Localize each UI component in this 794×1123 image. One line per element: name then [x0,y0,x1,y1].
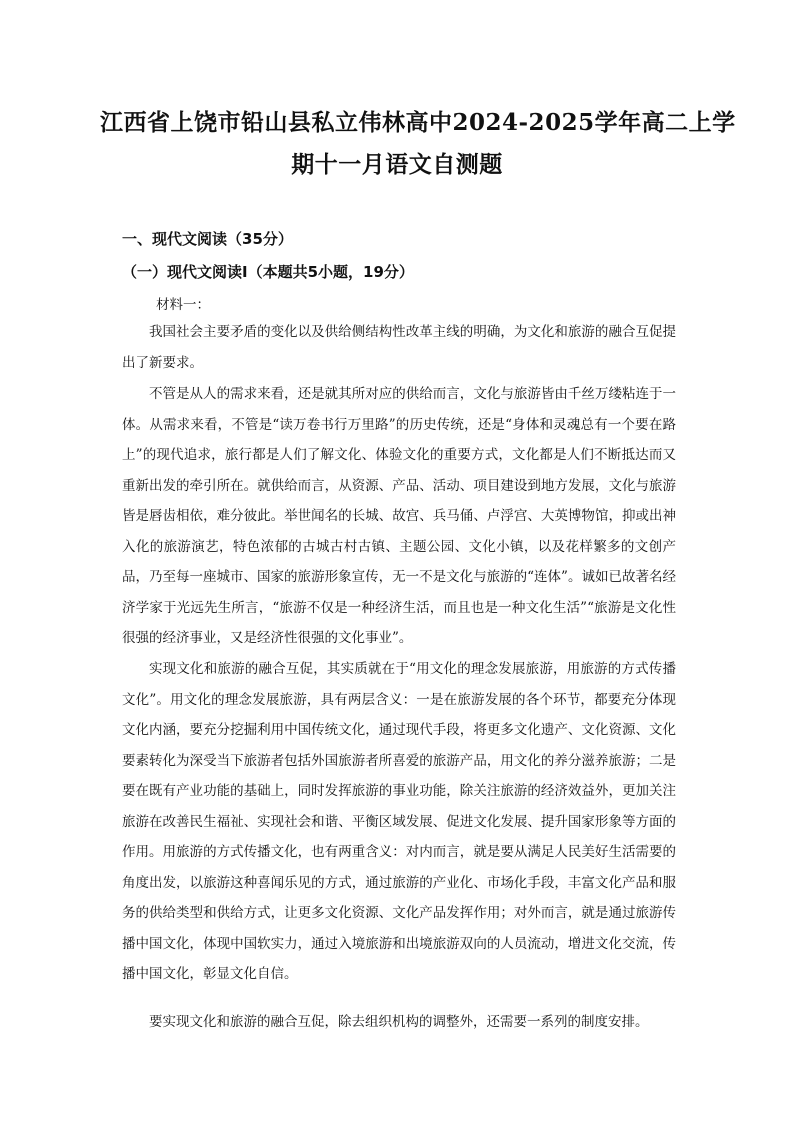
section-heading: 一、现代文阅读（35分） [122,230,293,248]
paragraph-3: 实现文化和旅游的融合互促，其实质就在于“用文化的理念发展旅游，用旅游的方式传播文化”。用文化的理念发展旅游，具有两层含义：一是在旅游发展的各个环节，都要充分体现文化内涵，要充分挖掘利用中国传统文化，通过现代手段，将更多文化遗产、文化资源、文化要素转化为深受当下旅游者包括外国旅游者所喜爱的旅游产品，用文化的养分滋养旅游；二是要在既有产业功能的基础上，同时发挥旅游的事业功能，除关注旅游的经济效益外，更加关注旅游在改善民生福祉、实现社会和谐、平衡区域发展、促进文化发展、提升国家形象等方面的作用。用旅游的方式传播文化，也有两重含义：对内而言，就是要从满足人民美好生活需要的角度出发，以旅游这种喜闻乐见的方式，通过旅游的产业化、市场化手段，丰富文化产品和服务的供给类型和供给方式，让更多文化资源、文化产品发挥作用；对外而言，就是通过旅游传播中国文化，体现中国软实力，通过入境旅游和出境旅游双向的人员流动，增进文化交流，传播中国文化，彰显文化自信。 [122,661,676,982]
subsection-heading: （一）现代文阅读Ⅰ（本题共5小题，19分） [122,263,414,281]
paragraph-2: 不管是从人的需求来看，还是就其所对应的供给而言，文化与旅游皆由千丝万缕粘连于一体。从需求来看，不管是“读万卷书行万里路”的历史传统，还是“身体和灵魂总有一个要在路上”的现代追求，旅行都是人们了解文化、体验文化的重要方式，文化都是人们不断抵达而又重新出发的牵引所在。就供给而言，从资源、产品、活动、项目建设到地方发展，文化与旅游皆是唇齿相依，难分彼此。举世闻名的长城、故宫、兵马俑、卢浮宫、大英博物馆，抑或出神入化的旅游演艺，特色浓郁的古城古村古镇、主题公园、文化小镇，以及花样繁多的文创产品，乃至每一座城市、国家的旅游形象宣传，无一不是文化与旅游的“连体”。诚如已故著名经济学家于光远先生所言，“旅游不仅是一种经济生活，而且也是一种文化生活”“旅游是文化性很强的经济事业，又是经济性很强的文化事业”。 [122,386,676,646]
document-title-line-2: 期十一月语文自测题 [291,151,503,178]
document-title-line-1: 江西省上饶市铅山县私立伟林高中2024-2025学年高二上学 [100,109,736,136]
paragraph-1: 我国社会主要矛盾的变化以及供给侧结构性改革主线的明确，为文化和旅游的融合互促提出了新要求。 [122,324,676,371]
paragraph-4: 要实现文化和旅游的融合互促，除去组织机构的调整外，还需要一系列的制度安排。 [149,1014,649,1030]
material-label: 材料一： [156,297,210,313]
